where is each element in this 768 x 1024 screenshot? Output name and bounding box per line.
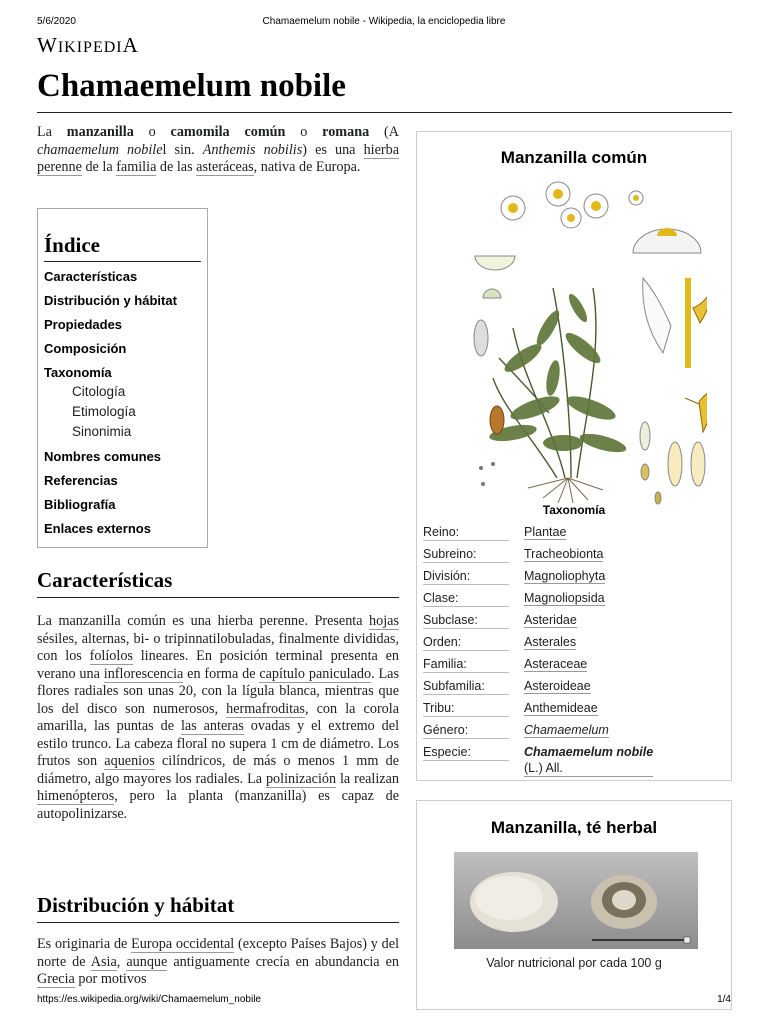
toc-item-caracteristicas[interactable]: Características — [44, 269, 138, 284]
taxonomy-value[interactable]: Asteroideae — [524, 679, 591, 693]
species-author[interactable]: (L.) All. — [524, 760, 653, 777]
caracteristicas-paragraph: La manzanilla común es una hierba perenne. Presenta hojas sésiles, alternas, bi- o tripinnatilobuladas, finalmente divididas, con los folíolos lineares. En posición terminal presenta en verano una inflorescencia en forma de capítulo paniculado. Las flores radiales son unas 20, con la lígula blanca, mientras que los del disco son numerosos, hermafroditas, con la corola amarilla, las puntas de las anteras ovadas y el extremo del estilo trunco. La cabeza floral no supera 1 cm de diámetro. Los frutos son aquenios cilíndricos, de más o menos 1 mm de diámetro, algo mayores los radiales. La polinización la realizan himenópteros, pero la planta (manzanilla) es capaz de autopolinizarse. — [37, 613, 400, 822]
taxonomy-row-species — [423, 744, 725, 784]
taxonomy-value[interactable]: Asterales — [524, 635, 577, 649]
section-heading-caracteristicas: Características — [37, 567, 399, 598]
print-page-number: 1/4 — [717, 994, 731, 1005]
link-europa-occidental[interactable]: Europa occidental — [131, 936, 235, 952]
link-polinizacion[interactable]: polinización — [265, 770, 337, 787]
taxonomy-row — [423, 546, 725, 568]
distribucion-paragraph: Es originaria de Europa occidental (excepto Países Bajos) y del norte de Asia, aunque antiguamente crecía en abundancia en Grecia por motivos — [37, 936, 400, 987]
link-himenopteros[interactable]: himenópteros — [37, 788, 115, 804]
page-title: Chamaemelum nobile — [37, 66, 732, 113]
toc-title: Índice — [44, 233, 201, 262]
taxonomy-key[interactable]: Género: — [423, 722, 509, 739]
taxonomy-key[interactable]: Clase: — [423, 590, 509, 607]
taxobox-title: Manzanilla común — [500, 148, 648, 167]
toc-item-bibliografia[interactable]: Bibliografía — [44, 497, 116, 512]
taxonomy-key[interactable]: Tribu: — [423, 700, 509, 717]
toc-item-nombres-comunes[interactable]: Nombres comunes — [44, 449, 162, 464]
taxonomy-row — [423, 700, 725, 722]
taxonomy-title: Taxonomía — [542, 503, 606, 517]
taxonomy-key[interactable]: Subclase: — [423, 612, 509, 629]
species-name: Chamaemelum nobile — [524, 745, 654, 759]
taxonomy-row — [423, 656, 725, 678]
nutrition-infobox — [416, 800, 732, 1010]
taxonomy-value[interactable]: Tracheobionta — [524, 547, 604, 561]
taxonomy-key[interactable]: División: — [423, 568, 509, 585]
taxonomy-value[interactable]: Anthemideae — [524, 701, 598, 715]
link-aunque[interactable]: aunque — [126, 953, 168, 970]
taxonomy-key[interactable]: Subreino: — [423, 546, 509, 563]
nutrition-infobox-title: Manzanilla, té herbal — [490, 818, 658, 837]
taxonomy-row — [423, 612, 725, 634]
toc-item-propiedades[interactable]: Propiedades — [44, 317, 123, 332]
taxonomy-row — [423, 524, 725, 546]
link-capitulo-paniculado[interactable]: capítulo paniculado — [259, 665, 372, 682]
taxonomy-key[interactable]: Familia: — [423, 656, 509, 673]
toc-subitem-citologia[interactable]: Citología — [72, 384, 126, 399]
taxonomy-key[interactable]: Subfamilia: — [423, 678, 509, 695]
link-inflorescencia[interactable]: inflorescencia — [103, 665, 184, 682]
link-asia[interactable]: Asia — [90, 953, 117, 970]
print-url: https://es.wikipedia.org/wiki/Chamaemelum_nobile — [37, 994, 261, 1005]
dried-chamomile-photo[interactable] — [454, 852, 698, 949]
taxonomy-row — [423, 722, 725, 744]
taxonomy-table — [423, 524, 725, 784]
taxonomy-key[interactable]: Especie: — [423, 744, 509, 761]
print-header — [37, 16, 731, 30]
taxonomy-value[interactable]: Chamaemelum — [524, 723, 609, 737]
toc-item-distribucion[interactable]: Distribución y hábitat — [44, 293, 177, 308]
intro-paragraph: La manzanilla o camomila común o romana (A chamaemelum nobilel sin. Anthemis nobilis) es una hierba perenne de la familia de las asteráceas, nativa de Europa. — [37, 124, 400, 175]
table-of-contents — [37, 208, 208, 548]
toc-item-taxonomia[interactable]: Taxonomía — [44, 365, 112, 380]
print-title: Chamaemelum nobile - Wikipedia, la enciclopedia libre — [262, 16, 506, 27]
taxonomy-value[interactable]: Magnoliophyta — [524, 569, 606, 583]
toc-subitem-etimologia[interactable]: Etimología — [72, 404, 136, 419]
taxonomy-value[interactable]: Magnoliopsida — [524, 591, 605, 605]
link-grecia[interactable]: Grecia — [37, 971, 75, 987]
taxonomy-row — [423, 634, 725, 656]
taxobox — [416, 131, 732, 781]
link-familia[interactable]: familia — [116, 159, 157, 175]
taxonomy-row — [423, 590, 725, 612]
taxonomy-row — [423, 568, 725, 590]
link-foliolos[interactable]: folíolos — [89, 648, 133, 664]
toc-item-referencias[interactable]: Referencias — [44, 473, 118, 488]
taxonomy-row — [423, 678, 725, 700]
link-hermafroditas[interactable]: hermafroditas — [226, 700, 305, 717]
print-date: 5/6/2020 — [37, 16, 76, 27]
link-anteras[interactable]: las anteras — [180, 718, 244, 734]
toc-item-enlaces-externos[interactable]: Enlaces externos — [44, 521, 151, 536]
toc-subitem-sinonimia[interactable]: Sinonimia — [72, 424, 132, 439]
link-hierba-perenne[interactable]: hierba perenne — [37, 141, 400, 175]
link-asteraceas[interactable]: asteráceas — [196, 159, 254, 175]
link-hojas[interactable]: hojas — [369, 613, 399, 629]
taxonomy-value[interactable]: Asteridae — [524, 613, 577, 627]
toc-item-composicion[interactable]: Composición — [44, 341, 127, 356]
taxonomy-key[interactable]: Reino: — [423, 524, 509, 541]
taxonomy-value[interactable]: Plantae — [524, 525, 567, 539]
nutrition-caption: Valor nutricional por cada 100 g — [486, 956, 662, 970]
taxonomy-value[interactable]: Asteraceae — [524, 657, 588, 671]
link-aquenios[interactable]: aquenios — [104, 753, 155, 769]
section-heading-distribucion: Distribución y hábitat — [37, 892, 399, 923]
taxonomy-key[interactable]: Orden: — [423, 634, 509, 651]
wikipedia-wordmark[interactable]: WIKIPEDIA — [37, 33, 139, 57]
